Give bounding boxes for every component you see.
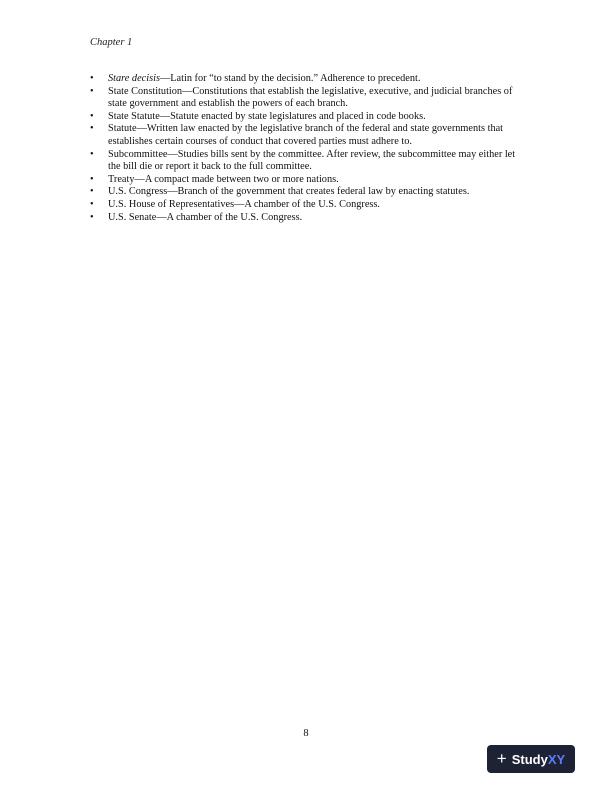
glossary-item <box>90 212 522 225</box>
bullet-icon: • <box>90 73 94 84</box>
studyxy-logo[interactable] <box>487 745 575 773</box>
chapter-header: Chapter 1 <box>90 37 133 48</box>
glossary-definition: —Statute enacted by state legislatures and placed in code books. <box>159 110 426 122</box>
glossary-definition: —Constitutions that establish the legislative, executive, and judicial branches of state government and establish the powers of each branch. <box>108 85 513 110</box>
glossary-list <box>90 73 522 224</box>
glossary-term: State Constitution <box>108 85 183 97</box>
plus-icon: + <box>496 748 507 768</box>
glossary-definition: —A chamber of the U.S. Congress. <box>156 211 303 223</box>
glossary-term: U.S. Senate <box>108 211 157 223</box>
bullet-icon: • <box>90 211 94 223</box>
glossary-definition: —Latin for “to stand by the decision.” Adherence to precedent. <box>159 73 421 84</box>
bullet-icon: • <box>90 148 94 160</box>
page-number: 8 <box>303 728 309 739</box>
bullet-icon: • <box>90 173 94 185</box>
bullet-icon: • <box>90 186 94 198</box>
glossary-term: Stare decisis <box>108 73 160 84</box>
glossary-definition: —A compact made between two or more nations. <box>134 173 339 185</box>
glossary-definition: —A chamber of the U.S. Congress. <box>234 198 380 210</box>
glossary-term: Statute <box>108 123 137 135</box>
brand-name-part1: Study <box>511 751 548 767</box>
glossary-item <box>90 111 522 124</box>
brand-name <box>512 752 565 767</box>
bullet-icon: • <box>90 123 94 135</box>
bullet-icon: • <box>90 110 94 122</box>
glossary-definition: —Studies bills sent by the committee. After review, the subcommittee may either let the bill die or report it back to the full committee. <box>108 148 516 173</box>
glossary-item <box>90 86 522 111</box>
glossary-item <box>90 73 522 86</box>
bullet-icon: • <box>90 198 94 210</box>
glossary-item <box>90 186 522 199</box>
glossary-term: State Statute <box>108 110 160 122</box>
glossary-item <box>90 199 522 212</box>
glossary-item <box>90 123 522 148</box>
glossary-term: U.S. House of Representatives <box>108 198 235 210</box>
glossary-definition: —Branch of the government that creates federal law by enacting statutes. <box>167 186 470 198</box>
glossary-term: U.S. Congress <box>108 186 168 198</box>
brand-name-part2: XY <box>547 751 566 767</box>
glossary-term: Treaty <box>108 173 135 185</box>
glossary-item <box>90 174 522 187</box>
bullet-icon: • <box>90 85 94 97</box>
glossary-definition: —Written law enacted by the legislative branch of the federal and state governments that establishes certain courses of conduct that covered parties must adhere to. <box>108 123 504 147</box>
glossary-item <box>90 149 522 174</box>
glossary-term: Subcommittee <box>108 148 168 160</box>
